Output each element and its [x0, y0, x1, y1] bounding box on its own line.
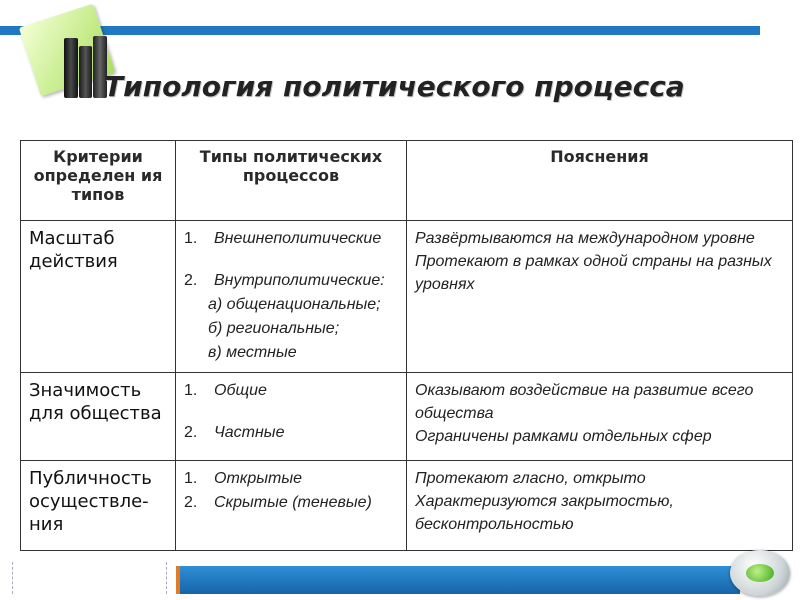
type-label: Внутриполитические: — [214, 272, 385, 289]
type-number: 1. — [184, 470, 198, 487]
explanation-line: Оказывают воздействие на развитие всего общества — [415, 382, 754, 422]
explanation-line: Ограничены рамками отдельных сфер — [415, 428, 712, 445]
type-number: 2. — [184, 424, 198, 441]
types-cell — [176, 221, 407, 373]
decorative-dashed-line — [166, 562, 171, 594]
typology-table — [20, 140, 793, 551]
criterion-cell: Масштаб действия — [21, 221, 176, 373]
types-cell — [176, 461, 407, 551]
books-icon — [64, 34, 108, 98]
subtype-item: а) общенациональные; — [208, 296, 381, 313]
explanation-line: Развёртываются на международном уровне — [415, 230, 755, 247]
explanation-cell — [407, 461, 793, 551]
book-spine-2 — [79, 46, 92, 98]
green-orb-icon — [746, 564, 774, 582]
book-spine-1 — [64, 38, 78, 98]
type-label: Внешнеполитические — [214, 230, 382, 247]
explanation-cell — [407, 373, 793, 461]
explanation-line: Характеризуются закрытостью, бесконтрольностью — [415, 493, 674, 533]
type-item — [184, 491, 398, 515]
type-number: 2. — [184, 494, 198, 511]
table-row — [21, 373, 793, 461]
types-cell — [176, 373, 407, 461]
explanation-line: Протекают гласно, открыто — [415, 470, 646, 487]
criterion-cell: Значимость для общества — [21, 373, 176, 461]
subtype-item: в) местные — [208, 344, 297, 361]
explanation-cell — [407, 221, 793, 373]
type-label: Общие — [214, 382, 267, 399]
type-item — [184, 269, 398, 293]
explanation-line: Протекают в рамках одной страны на разных уровнях — [415, 253, 772, 293]
subtype-item: б) региональные; — [208, 320, 340, 337]
type-item — [184, 421, 398, 445]
bottom-accent-bar — [180, 566, 740, 594]
top-accent-bar — [0, 26, 760, 35]
header-explanations: Пояснения — [407, 141, 793, 221]
header-types: Типы политических процессов — [176, 141, 407, 221]
type-number: 1. — [184, 230, 198, 247]
type-item — [184, 379, 398, 403]
slide-title: Типология политического процесса — [104, 70, 685, 103]
type-number: 1. — [184, 382, 198, 399]
table-row — [21, 461, 793, 551]
type-label: Скрытые (теневые) — [214, 494, 372, 511]
next-slide-button[interactable] — [730, 550, 790, 596]
table-row — [21, 221, 793, 373]
type-item — [184, 467, 398, 491]
table-header-row — [21, 141, 793, 221]
type-label: Открытые — [214, 470, 302, 487]
type-number: 2. — [184, 272, 198, 289]
decorative-dashed-line — [12, 562, 17, 594]
header-criteria: Критерии определен ия типов — [21, 141, 176, 221]
criterion-cell: Публичность осуществле-ния — [21, 461, 176, 551]
type-item — [184, 227, 398, 251]
type-label: Частные — [214, 424, 285, 441]
